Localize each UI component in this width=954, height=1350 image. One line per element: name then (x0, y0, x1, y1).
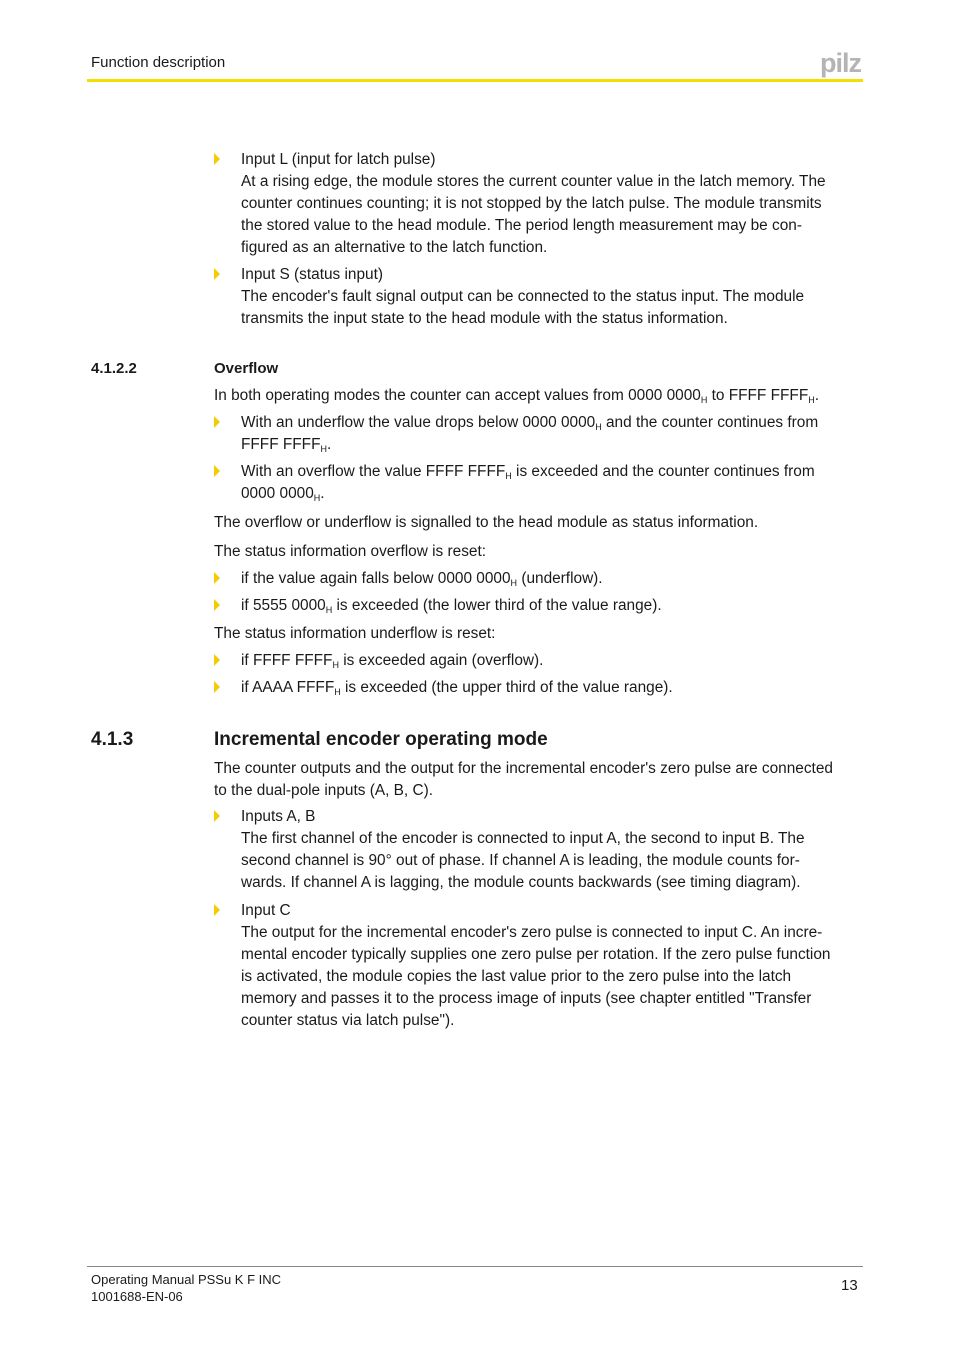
text-line: second channel is 90° out of phase. If channel A is leading, the module counts for- (241, 852, 800, 869)
bullet-unf-reset-1 (214, 650, 854, 672)
subscript: H (595, 422, 602, 432)
text-line: to the dual-pole inputs (A, B, C). (214, 782, 434, 799)
text-span: With an overflow the value FFFF FFFF (241, 463, 506, 480)
bullet-label: Input C (241, 902, 291, 919)
subscript: H (808, 395, 815, 405)
pilz-logo: pilz (820, 48, 861, 78)
bullet-overflow (214, 461, 854, 505)
text-span: is exceeded (the upper third of the value range). (340, 679, 673, 696)
text-line (241, 650, 854, 672)
section-number: 4.1.3 (91, 729, 134, 750)
subscript: H (320, 444, 327, 454)
header-rule (87, 79, 863, 82)
text-span: if FFFF FFFF (241, 652, 333, 669)
text-span: if the value again falls below 0000 0000 (241, 570, 511, 587)
subscript: H (325, 605, 333, 615)
text-line: counter continues counting; it is not stopped by the latch pulse. The module transmits (241, 195, 822, 212)
bullet-input-s (214, 264, 854, 330)
text-line: At a rising edge, the module stores the current counter value in the latch memory. The (241, 173, 826, 190)
page-number: 13 (841, 1277, 858, 1294)
paragraph: The status information overflow is reset: (214, 543, 487, 560)
header-title: Function description (91, 54, 226, 71)
text-line (241, 595, 854, 617)
text-span: is exceeded (the lower third of the value range). (332, 597, 662, 614)
text-span: . (814, 387, 819, 404)
footer-manual-title: Operating Manual PSSu K F INC (91, 1272, 282, 1287)
bullet-input-l (214, 149, 854, 259)
text-line (241, 568, 854, 590)
text-line (241, 412, 854, 434)
text-span: With an underflow the value drops below 0000 0000 (241, 414, 596, 431)
section-number: 4.1.2.2 (91, 360, 137, 377)
bullet-label: Input L (input for latch pulse) (241, 151, 436, 168)
text-line: mental encoder typically supplies one zero pulse per rotation. If the zero pulse function (241, 946, 831, 963)
paragraph: The overflow or underflow is signalled to the head module as status information. (214, 514, 759, 531)
bullet-arrow-icon (214, 268, 220, 280)
text-span: . (327, 436, 332, 453)
bullet-arrow-icon (214, 810, 220, 822)
bullet-arrow-icon (214, 465, 220, 477)
text-line: memory and passes it to the process image of inputs (see chapter entitled "Transfer (241, 990, 812, 1007)
text-span: if 5555 0000 (241, 597, 326, 614)
text-line (241, 434, 854, 456)
text-line (241, 483, 854, 505)
subscript: H (334, 687, 341, 697)
footer-doc-number: 1001688-EN-06 (91, 1289, 183, 1304)
text-line: The output for the incremental encoder's zero pulse is connected to input C. An incre- (241, 924, 823, 941)
text-span: In both operating modes the counter can accept values from 0000 0000 (214, 387, 701, 404)
subscript: H (700, 395, 708, 405)
text-span: to FFFF FFFF (707, 387, 809, 404)
subscript: H (313, 493, 321, 503)
bullet-arrow-icon (214, 416, 220, 428)
text-line: transmits the input state to the head module with the status information. (241, 310, 728, 327)
section-title: Overflow (214, 360, 279, 377)
bullet-arrow-icon (214, 599, 220, 611)
text-line: wards. If channel A is lagging, the module counts backwards (see timing diagram). (241, 874, 801, 891)
bullet-label: Inputs A, B (241, 808, 316, 825)
paragraph (214, 385, 859, 407)
text-span: . (320, 485, 325, 502)
bullet-label: Input S (status input) (241, 266, 384, 283)
text-line: The counter outputs and the output for the incremental encoder's zero pulse are connected (214, 760, 833, 777)
bullet-arrow-icon (214, 904, 220, 916)
bullet-arrow-icon (214, 153, 220, 165)
paragraph (214, 758, 859, 802)
text-span: (underflow). (517, 570, 603, 587)
bullet-arrow-icon (214, 572, 220, 584)
text-line: is activated, the module copies the last value prior to the zero pulse into the latch (241, 968, 792, 985)
bullet-input-c (214, 900, 854, 1032)
subscript: H (505, 471, 512, 481)
section-title: Incremental encoder operating mode (214, 729, 548, 750)
subscript: H (332, 660, 339, 670)
bullet-ovf-reset-2 (214, 595, 854, 617)
text-line: The first channel of the encoder is connected to input A, the second to input B. The (241, 830, 805, 847)
text-line: counter status via latch pulse"). (241, 1012, 455, 1029)
text-span: 0000 0000 (241, 485, 314, 502)
text-span: is exceeded and the counter continues from (511, 463, 815, 480)
text-line: the stored value to the head module. The period length measurement may be con- (241, 217, 802, 234)
text-line: The encoder's fault signal output can be connected to the status input. The module (241, 288, 805, 305)
text-line: figured as an alternative to the latch function. (241, 239, 548, 256)
bullet-arrow-icon (214, 654, 220, 666)
bullet-ovf-reset-1 (214, 568, 854, 590)
bullet-inputs-ab (214, 806, 854, 894)
bullet-underflow (214, 412, 854, 456)
text-span: if AAAA FFFF (241, 679, 335, 696)
footer-rule (87, 1266, 863, 1267)
text-line (241, 677, 854, 699)
bullet-arrow-icon (214, 681, 220, 693)
subscript: H (510, 578, 518, 588)
text-span: is exceeded again (overflow). (338, 652, 544, 669)
text-span: FFFF FFFF (241, 436, 321, 453)
bullet-unf-reset-2 (214, 677, 854, 699)
paragraph: The status information underflow is reset: (214, 625, 496, 642)
text-line (241, 461, 854, 483)
text-span: and the counter continues from (601, 414, 819, 431)
